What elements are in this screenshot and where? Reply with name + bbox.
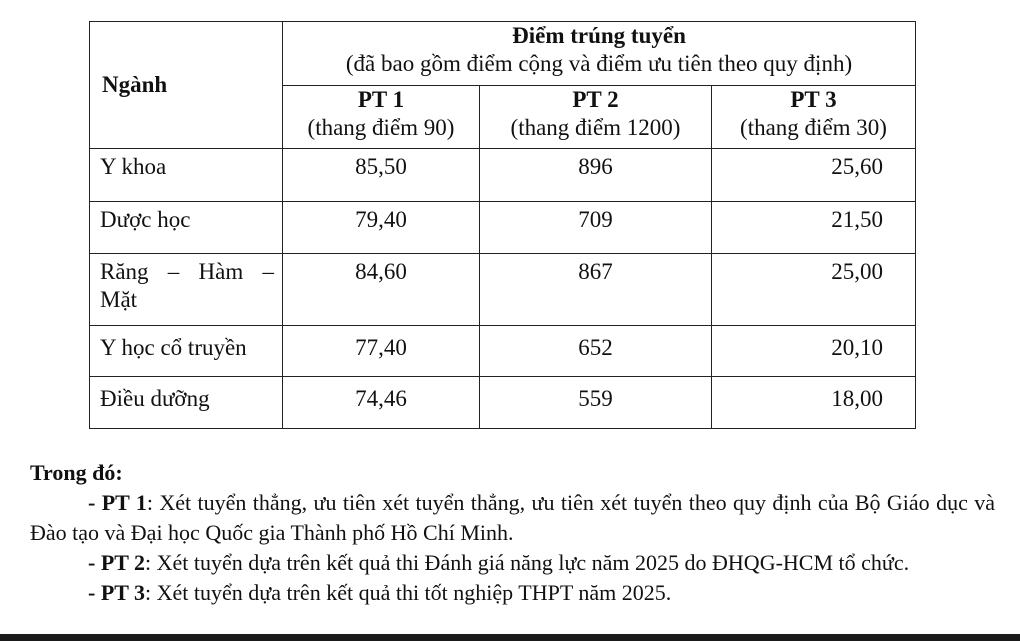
method-name: PT 3 (790, 87, 837, 112)
pt3-score: 21,50 (712, 202, 916, 254)
pt3-score: 18,00 (712, 377, 916, 429)
pt2-score: 867 (480, 254, 712, 326)
pt1-score: 77,40 (283, 326, 480, 377)
header-method-1 (283, 86, 480, 149)
note-text: : Xét tuyển dựa trên kết quả thi tốt nghiệp THPT năm 2025. (145, 579, 672, 605)
table-row (90, 149, 916, 202)
method-scale: (thang điểm 90) (307, 114, 455, 140)
table-row (90, 202, 916, 254)
major-name: Răng – Hàm – Mặt (90, 254, 283, 326)
header-method-3 (712, 86, 916, 149)
note-label: - PT 3 (88, 579, 146, 605)
method-name: PT 2 (572, 87, 619, 112)
header-score-title: Điểm trúng tuyển (512, 23, 686, 48)
pt2-score: 652 (480, 326, 712, 377)
pt3-score: 20,10 (712, 326, 916, 377)
admission-score-table (89, 21, 916, 429)
method-name: PT 1 (357, 87, 405, 112)
note-pt2 (30, 548, 995, 578)
note-label: - PT 1 (88, 489, 147, 515)
method-scale: (thang điểm 1200) (510, 114, 681, 140)
table-row (90, 377, 916, 429)
note-text: : Xét tuyển dựa trên kết quả thi Đánh giá năng lực năm 2025 do ĐHQG-HCM tổ chức. (145, 549, 910, 575)
pt1-score: 85,50 (283, 149, 480, 202)
note-pt1 (30, 488, 995, 548)
header-method-2 (480, 86, 712, 149)
method-scale: (thang điểm 30) (740, 114, 887, 140)
pt3-score: 25,00 (712, 254, 916, 326)
note-text: : Xét tuyển thẳng, ưu tiên xét tuyển thẳng, ưu tiên xét tuyển theo quy định của Bộ Giáo dục và Đào tạo và Đại học Quốc gia Thành phố Hồ Chí Minh. (30, 489, 995, 545)
pt1-score: 84,60 (283, 254, 480, 326)
pt2-score: 709 (480, 202, 712, 254)
pt3-score: 25,60 (712, 149, 916, 202)
pt1-score: 74,46 (283, 377, 480, 429)
major-name: Dược học (90, 202, 283, 254)
header-major: Ngành (90, 22, 283, 149)
table-row (90, 254, 916, 326)
pt2-score: 559 (480, 377, 712, 429)
notes-heading: Trong đó: (30, 460, 123, 485)
method-notes (30, 458, 995, 608)
note-label: - PT 2 (88, 549, 146, 575)
bottom-divider (0, 634, 1020, 641)
major-name: Y khoa (90, 149, 283, 202)
table-row (90, 326, 916, 377)
pt1-score: 79,40 (283, 202, 480, 254)
major-name: Y học cổ truyền (90, 326, 283, 377)
header-score-group (283, 22, 916, 86)
note-pt3 (30, 578, 995, 608)
pt2-score: 896 (480, 149, 712, 202)
major-name: Điều dưỡng (90, 377, 283, 429)
header-score-subtitle: (đã bao gồm điểm cộng và điểm ưu tiên theo quy định) (345, 50, 853, 76)
